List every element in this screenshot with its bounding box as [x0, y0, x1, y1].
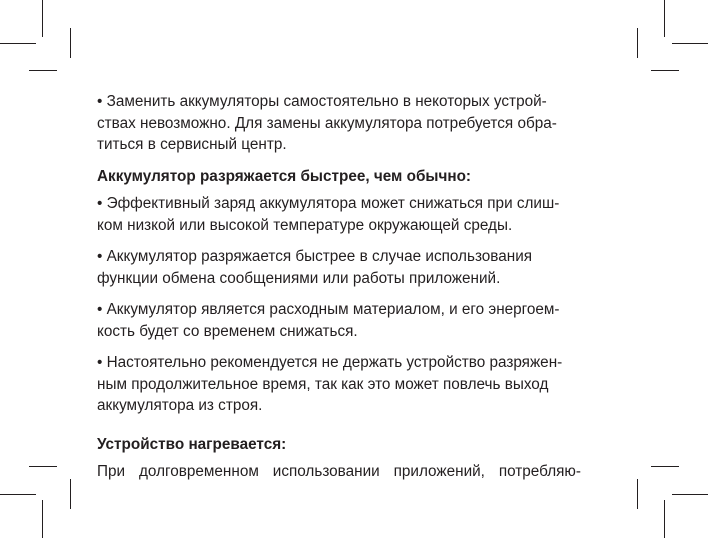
- paragraph: При долговременном использовании приложений, потребляю-: [97, 463, 581, 480]
- crop-mark: [637, 479, 638, 509]
- crop-mark: [637, 28, 638, 58]
- list-item: • Аккумулятор разряжается быстрее в случае использования функции обмена сообщениями или работы приложений.: [97, 248, 533, 287]
- list-item: • Эффективный заряд аккумулятора может снижаться при слиш- ком низкой или высокой температуре окружающей среды.: [97, 195, 560, 234]
- crop-mark: [672, 43, 708, 44]
- crop-mark: [42, 0, 43, 37]
- crop-mark: [70, 479, 71, 509]
- crop-mark: [0, 43, 36, 44]
- section-fast-discharge: [97, 166, 581, 417]
- crop-mark: [0, 494, 36, 495]
- crop-mark: [664, 0, 665, 37]
- section-device-heats: [97, 434, 581, 483]
- crop-mark: [29, 70, 57, 71]
- crop-mark: [42, 500, 43, 538]
- crop-mark: [70, 28, 71, 58]
- crop-mark: [664, 500, 665, 538]
- crop-mark: [672, 494, 708, 495]
- battery-replacement-note: • Заменить аккумуляторы самостоятельно в некоторых устрой- ствах невозможно. Для замены аккумулятора потребуется обра- титься в сервисный центр.: [97, 93, 557, 153]
- crop-mark: [651, 70, 679, 71]
- list-item: • Аккумулятор является расходным материалом, и его энергоем- кость будет со временем снижаться.: [97, 301, 560, 340]
- section-heading: Аккумулятор разряжается быстрее, чем обычно:: [97, 167, 472, 185]
- document-body: [97, 91, 581, 493]
- section-heading: Устройство нагревается:: [97, 435, 287, 453]
- list-item: • Настоятельно рекомендуется не держать устройство разряжен- ным продолжительное время, так как это может повлечь выход аккумулятора из строя.: [97, 354, 563, 414]
- crop-mark: [29, 466, 57, 467]
- crop-mark: [651, 466, 679, 467]
